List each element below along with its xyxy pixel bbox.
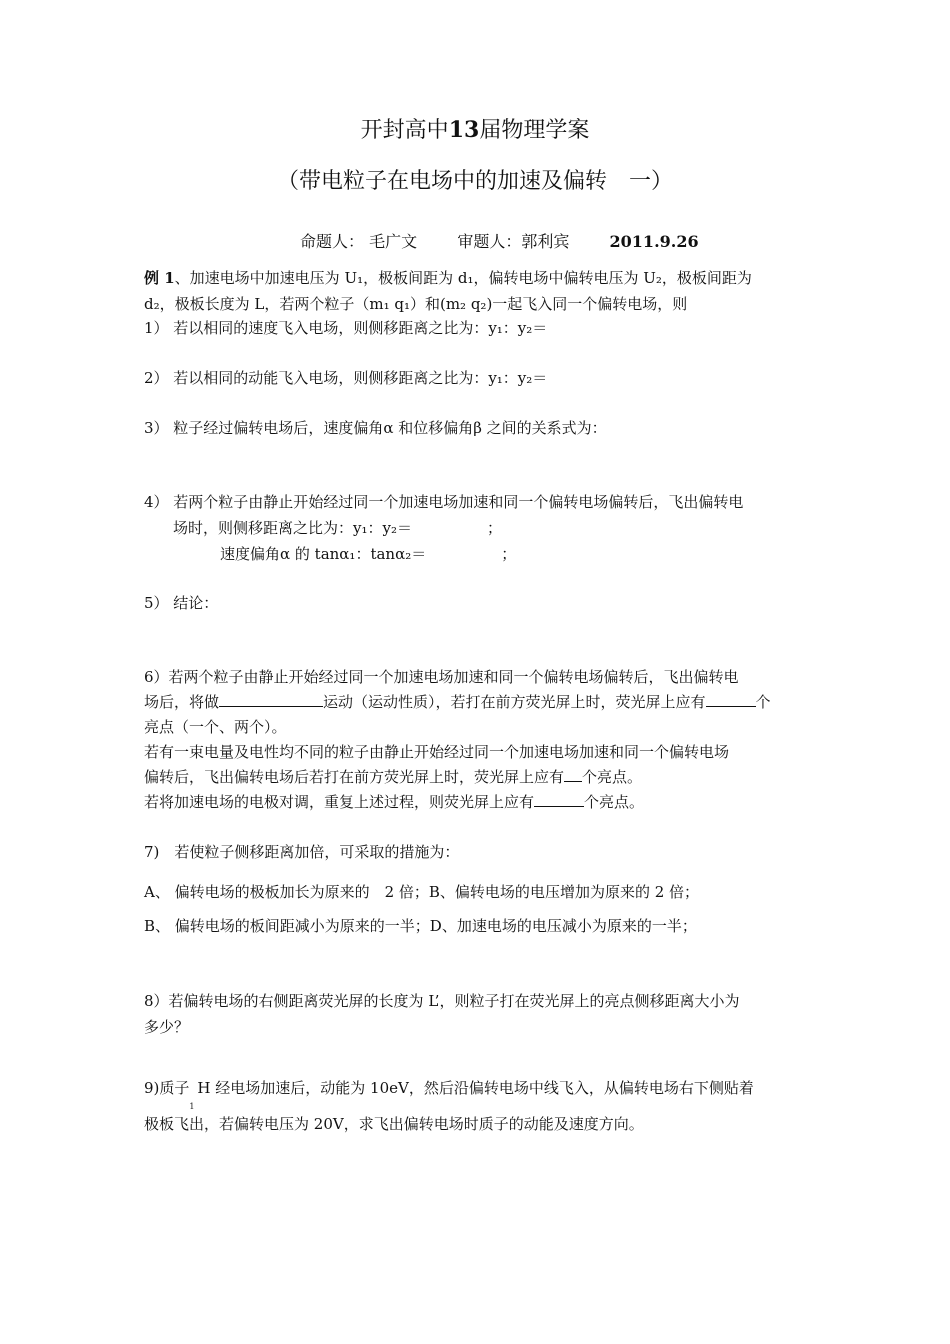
question-1: 1） 若以相同的速度飞入电场，则侧移距离之比为：y₁：y₂＝: [144, 319, 548, 337]
question-4-line-1: 4） 若两个粒子由静止开始经过同一个加速电场加速和同一个偏转电场偏转后，飞出偏转电: [144, 493, 744, 511]
q6-text-c: 个: [755, 693, 771, 711]
page-subtitle: （带电粒子在电场中的加速及偏转 一）: [276, 169, 673, 194]
question-4-line-2: 场时，则侧移距离之比为：y₁：y₂＝ ；: [173, 519, 502, 537]
q6-text-d: 偏转后，飞出偏转电场后若打在前方荧光屏上时，荧光屏上应有: [144, 768, 565, 786]
question-8-line-2: 多少？: [144, 1018, 190, 1036]
question-7: 7) 若使粒子侧移距离加倍，可采取的措施为：: [144, 843, 460, 861]
motion-blank[interactable]: [219, 692, 323, 707]
q6-text-b: 运动（运动性质），若打在前方荧光屏上时，荧光屏上应有: [323, 693, 706, 711]
example-line-1: [144, 268, 752, 288]
q6-text-g: 个亮点。: [584, 793, 645, 811]
q9-text-a: 9)质子: [144, 1079, 190, 1097]
question-7-options-1: A、 偏转电场的极板加长为原来的 2 倍；B、偏转电场的电压增加为原来的 2 倍；: [144, 883, 700, 901]
example-line-2: d₂，极板长度为 L，若两个粒子（m₁ q₁）和(m₂ q₂)一起飞入同一个偏转电场，则: [144, 295, 688, 313]
author-line: [300, 232, 699, 252]
spot-count-blank-2[interactable]: [564, 767, 582, 782]
question-5: 5） 结论：: [144, 594, 219, 612]
title-prefix: 开封高中: [360, 118, 449, 143]
reviewer-name: 郭利宾: [521, 232, 570, 251]
q6-text-e: 个亮点。: [582, 768, 643, 786]
example-label: 例 1: [144, 269, 175, 287]
author-name: 毛广文: [369, 232, 418, 251]
q6-text-a: 场后，将做: [144, 693, 220, 711]
spot-count-blank-3[interactable]: [534, 792, 584, 807]
question-3: 3） 粒子经过偏转电场后，速度偏角α 和位移偏角β 之间的关系式为：: [144, 419, 607, 437]
title-number: 13: [448, 117, 480, 143]
title-suffix: 届物理学案: [479, 118, 590, 143]
question-6-line-5: [144, 767, 642, 787]
question-7-options-2: B、 偏转电场的板间距减小为原来的一半；D、加速电场的电压减小为原来的一半；: [144, 917, 697, 935]
question-6-line-2: [144, 692, 771, 712]
question-6-line-6: [144, 792, 644, 812]
q6-text-f: 若将加速电场的电极对调，重复上述过程，则荧光屏上应有: [144, 793, 535, 811]
example-text-1: 、加速电场中加速电压为 U₁，极板间距为 d₁，偏转电场中偏转电压为 U₂，极板间距为: [174, 269, 752, 287]
isotope-number: 1: [189, 1102, 195, 1111]
spot-count-blank[interactable]: [706, 692, 756, 707]
question-6-line-3: 亮点（一个、两个）。: [144, 718, 287, 736]
date: 2011.9.26: [609, 232, 699, 251]
q9-text-b: H 经电场加速后，动能为 10eV，然后沿偏转电场中线飞入，从偏转电场右下侧贴着: [197, 1079, 754, 1097]
question-6-line-4: 若有一束电量及电性均不同的粒子由静止开始经过同一个加速电场加速和同一个偏转电场: [144, 743, 730, 761]
reviewer-label: 审题人：: [457, 232, 522, 251]
question-9-line-2: 极板飞出，若偏转电压为 20V，求飞出偏转电场时质子的动能及速度方向。: [144, 1115, 644, 1133]
question-9-line-1: [144, 1078, 754, 1111]
question-8-line-1: 8）若偏转电场的右侧距离荧光屏的长度为 L’，则粒子打在荧光屏上的亮点侧移距离大小为: [144, 992, 740, 1010]
question-2: 2） 若以相同的动能飞入电场，则侧移距离之比为：y₁：y₂＝: [144, 369, 548, 387]
question-4-line-3: 速度偏角α 的 tanα₁：tanα₂＝ ；: [220, 545, 517, 563]
author-label: 命题人：: [300, 232, 365, 251]
question-6-line-1: 6）若两个粒子由静止开始经过同一个加速电场加速和同一个偏转电场偏转后，飞出偏转电: [144, 668, 739, 686]
page-title: [0, 117, 950, 143]
